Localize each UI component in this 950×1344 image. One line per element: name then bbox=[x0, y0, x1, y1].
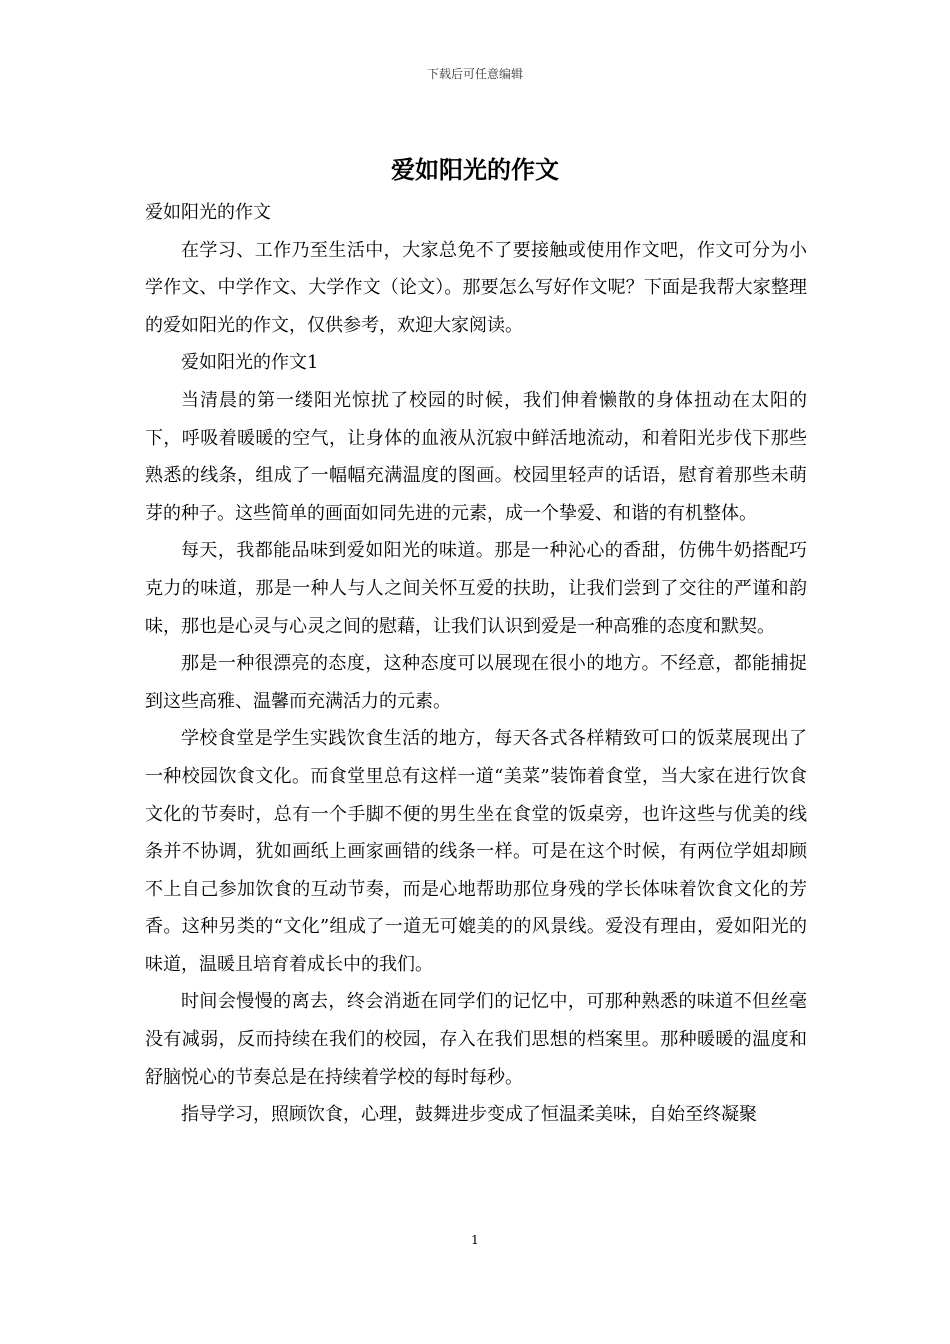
intro-paragraph: 在学习、工作乃至生活中，大家总免不了要接触或使用作文吧，作文可分为小学作文、中学作文、大学作文（论文）。那要怎么写好作文呢？下面是我帮大家整理的爱如阳光的作文，仅供参考，欢迎大家阅读。 bbox=[145, 239, 807, 336]
body-paragraph: 学校食堂是学生实践饮食生活的地方，每天各式各样精致可口的饭菜展现出了一种校园饮食文化。而食堂里总有这样一道“美菜”装饰着食堂，当大家在进行饮食文化的节奏时，总有一个手脚不便的男生坐在食堂的饭桌旁，也许这些与优美的线条并不协调，犹如画纸上画家画错的线条一样。可是在这个时候，有两位学姐却顾不上自己参加饮食的互动节奏，而是心地帮助那位身残的学长体味着饮食文化的芳香。这种另类的“文化”组成了一道无可媲美的的风景线。爱没有理由，爱如阳光的味道，温暖且培育着成长中的我们。 bbox=[145, 728, 807, 975]
section-heading: 爱如阳光的作文1 bbox=[181, 352, 319, 374]
body-paragraph: 指导学习，照顾饮食，心理，鼓舞进步变成了恒温柔美味，自始至终凝聚 bbox=[181, 1104, 757, 1126]
body-paragraph: 当清晨的第一缕阳光惊扰了校园的时候，我们伸着懒散的身体扭动在太阳的下，呼吸着暖暖的空气，让身体的血液从沉寂中鲜活地流动，和着阳光步伐下那些熟悉的线条，组成了一幅幅充满温度的图画。校园里轻声的话语，慰育着那些未萌芽的种子。这些简单的画面如同先进的元素，成一个挚爱、和谐的有机整体。 bbox=[145, 389, 807, 524]
document-title: 爱如阳光的作文 bbox=[391, 155, 559, 184]
body-paragraph: 那是一种很漂亮的态度，这种态度可以展现在很小的地方。不经意，都能捕捉到这些高雅、温馨而充满活力的元素。 bbox=[145, 653, 807, 712]
body-paragraph: 每天，我都能品味到爱如阳光的味道。那是一种沁心的香甜，仿佛牛奶搭配巧克力的味道，那是一种人与人之间关怀互爱的扶助，让我们尝到了交往的严谨和韵味，那也是心灵与心灵之间的慰藉，让我们认识到爱是一种高雅的态度和默契。 bbox=[145, 540, 807, 637]
page-number: 1 bbox=[471, 1233, 479, 1247]
header-note: 下载后可任意编辑 bbox=[426, 67, 523, 81]
subtitle-paragraph: 爱如阳光的作文 bbox=[145, 202, 271, 223]
body-paragraph: 时间会慢慢的离去，终会消逝在同学们的记忆中，可那种熟悉的味道不但丝毫没有减弱，反而持续在我们的校园，存入在我们思想的档案里。那种暖暖的温度和舒脑悦心的节奏总是在持续着学校的每时每秒。 bbox=[145, 991, 807, 1088]
document-body bbox=[145, 194, 807, 1134]
